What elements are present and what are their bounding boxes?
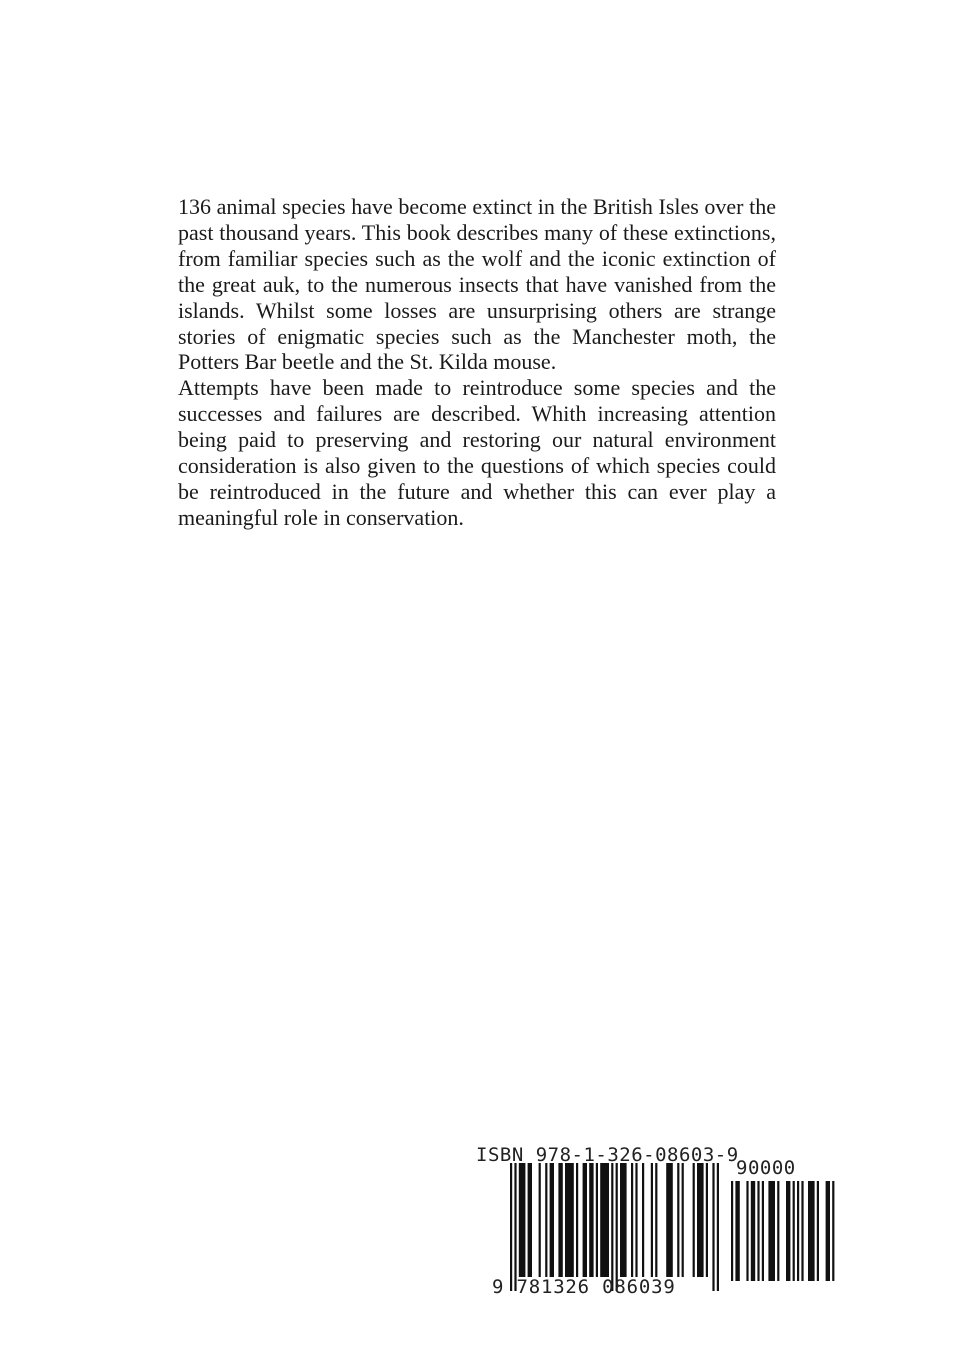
addon-bar xyxy=(751,1181,755,1281)
addon-bar xyxy=(786,1181,790,1281)
ean-bar xyxy=(620,1163,627,1277)
ean-bar xyxy=(712,1163,714,1291)
ean-bar xyxy=(642,1163,644,1277)
ean-bar xyxy=(693,1163,695,1277)
ean-bar xyxy=(550,1163,554,1277)
addon-bar xyxy=(826,1181,830,1281)
addon-bar xyxy=(832,1181,834,1281)
addon-bar xyxy=(777,1181,779,1281)
price-code: 90000 xyxy=(736,1157,796,1179)
ean-bar xyxy=(545,1163,547,1277)
ean-bar xyxy=(655,1163,657,1277)
ean-bar xyxy=(666,1163,673,1277)
addon-bar xyxy=(801,1181,803,1281)
addon-bar xyxy=(797,1181,799,1281)
addon-bar xyxy=(768,1181,775,1281)
ean-bar xyxy=(677,1163,679,1277)
ean-bar xyxy=(616,1163,618,1291)
ean-bar xyxy=(576,1163,578,1277)
addon-bar xyxy=(731,1181,733,1281)
ean-bar xyxy=(583,1163,587,1277)
ean-bar xyxy=(717,1163,719,1291)
addon-bar xyxy=(817,1181,819,1281)
ean-bar xyxy=(558,1163,562,1277)
ean-bar xyxy=(514,1163,516,1291)
addon-bar xyxy=(746,1181,748,1281)
ean-bar xyxy=(631,1163,633,1277)
ean-bar xyxy=(635,1163,637,1277)
ean-bar xyxy=(539,1163,541,1277)
addon-bar xyxy=(757,1181,759,1281)
back-cover-blurb xyxy=(178,194,776,531)
blurb-paragraph-2: Attempts have been made to reintroduce some species and the successes and failures are described. Whith increasing attention being paid to preserving and restoring our natural environment consideration is also given to the questions of which species could be reintroduced in the future and whether this can ever play a meaningful role in conservation. xyxy=(178,375,776,530)
ean-bar xyxy=(528,1163,532,1277)
ean-bar xyxy=(682,1163,684,1277)
ean-bar xyxy=(651,1163,653,1277)
ean-bar xyxy=(697,1163,704,1277)
blurb-paragraph-1: 136 animal species have become extinct in the British Isles over the past thousand years. This book describes many of these extinctions, from familiar species such as the wolf and the iconic extinction of the great auk, to the numerous insects that have vanished from the islands. Whilst some losses are unsurprising others are strange stories of enigmatic species such as the Manchester moth, the Potters Bar beetle and the St. Kilda mouse. xyxy=(178,194,776,375)
addon-bar xyxy=(762,1181,764,1281)
isbn-barcode xyxy=(476,1145,836,1305)
ean-bar xyxy=(589,1163,593,1277)
ean-bar xyxy=(596,1163,598,1277)
ean-bar xyxy=(611,1163,613,1291)
ean-bar xyxy=(706,1163,708,1277)
isbn-label: ISBN 978-1-326-08603-9 xyxy=(476,1144,739,1166)
addon-bar xyxy=(808,1181,815,1281)
ean-bar xyxy=(510,1163,512,1291)
ean-bar xyxy=(600,1163,609,1277)
addon-bar xyxy=(735,1181,739,1281)
addon-bar xyxy=(793,1181,795,1281)
ean-bar xyxy=(519,1163,526,1277)
ean-bar xyxy=(565,1163,574,1277)
ean-digits: 9 781326 086039 xyxy=(492,1276,676,1298)
